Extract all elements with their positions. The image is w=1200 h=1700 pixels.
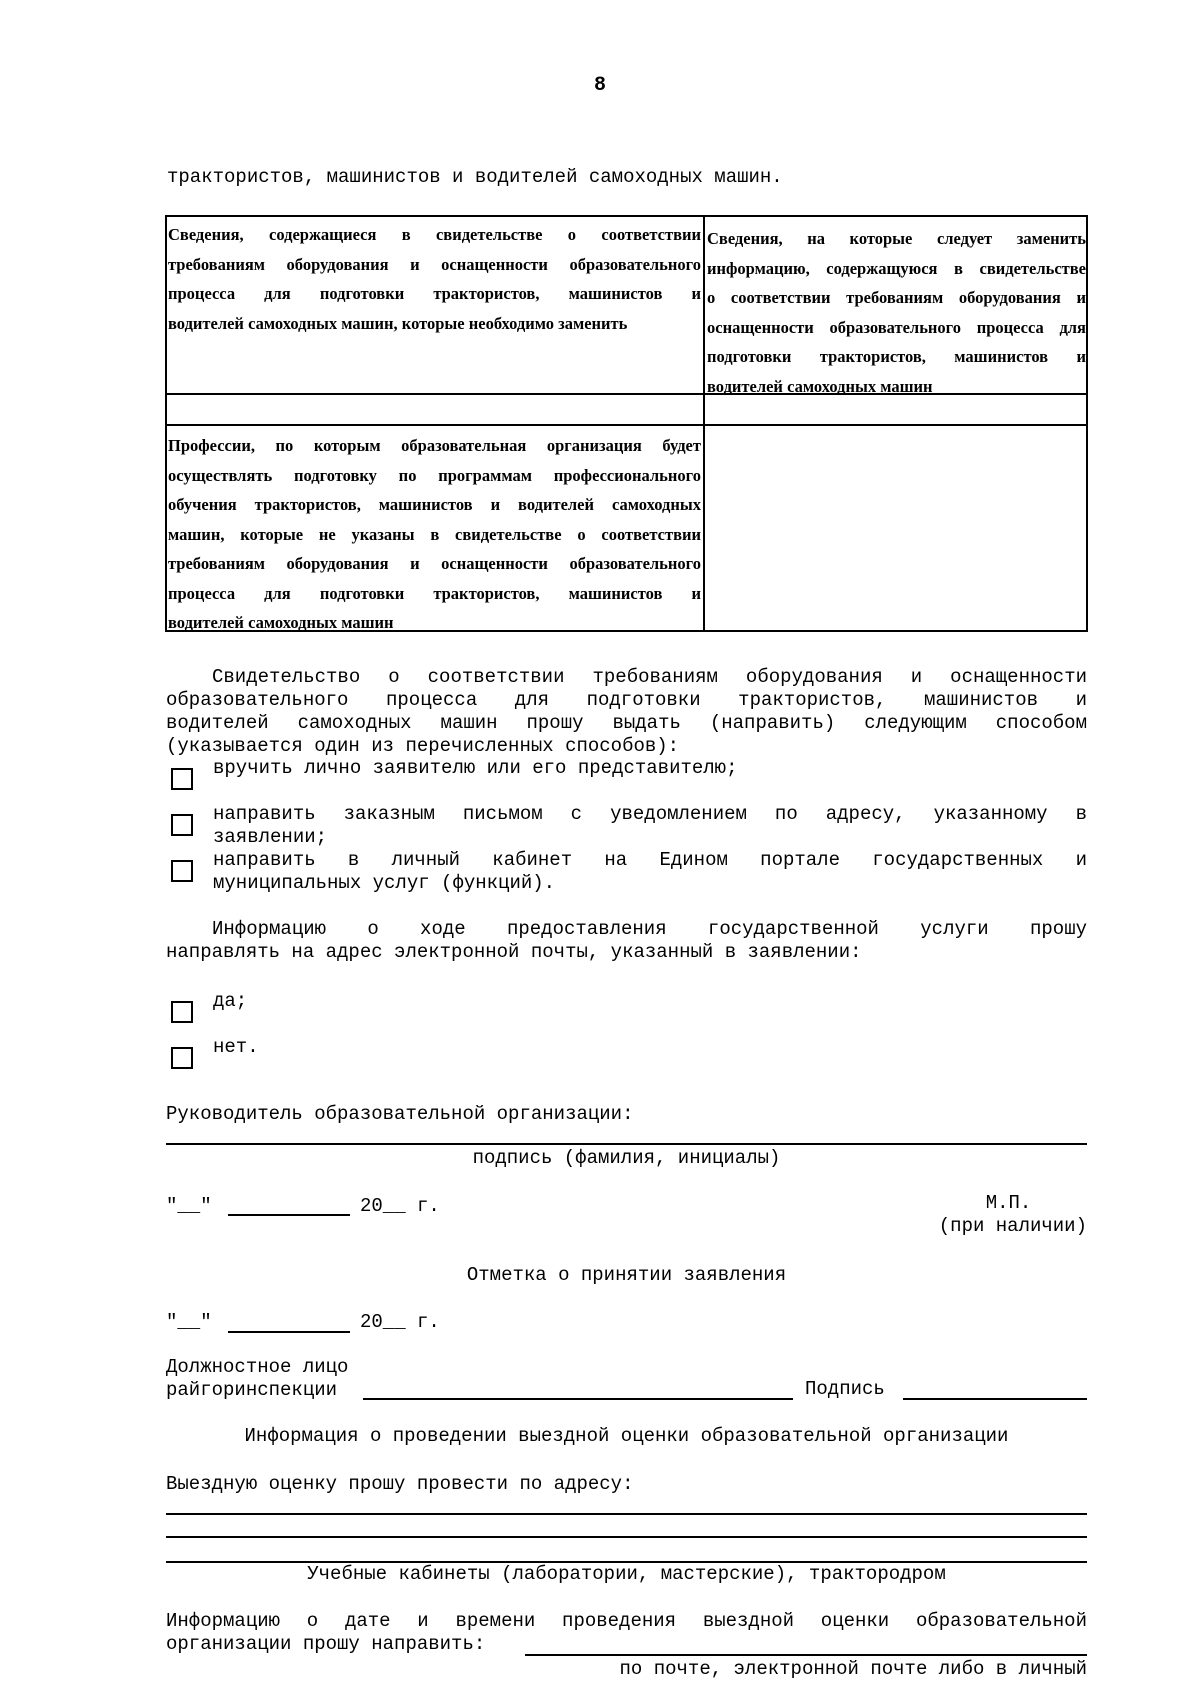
signature-label: Подпись [805, 1378, 885, 1400]
head-label: Руководитель образовательной организации: [166, 1103, 634, 1125]
delivery-option-portal-label [213, 849, 1087, 895]
table-text-line: Профессии, по которым образовательная организация будет [168, 436, 701, 455]
table-text-line: водителей самоходных машин [707, 376, 933, 396]
visit-address-line[interactable] [166, 1513, 1087, 1515]
option-line: направить заказным письмом с уведомлением по адресу, указанному в [213, 803, 1087, 825]
visit-info-line: организации прошу направить: [166, 1633, 486, 1655]
table-text-line: Сведения, содержащиеся в свидетельстве о соответствии [168, 225, 701, 244]
date-month-line[interactable] [228, 1214, 350, 1216]
delivery-option-portal-checkbox[interactable] [171, 860, 193, 882]
table-text-line: о соответствии требованиям оборудования и [707, 288, 1086, 307]
paragraph-line: Свидетельство о соответствии требованиям оборудования и оснащенности [212, 666, 1087, 688]
table-text-line: водителей самоходных машин [168, 613, 394, 632]
paragraph-line: водителей самоходных машин прошу выдать (направить) следующим способом [166, 712, 1087, 734]
head-signature-line[interactable] [166, 1143, 1087, 1145]
table-text-line: процесса для подготовки трактористов, машинистов и [168, 583, 701, 603]
visit-info-method-line[interactable] [525, 1654, 1087, 1656]
email-yes-checkbox[interactable] [171, 1001, 193, 1023]
table-row-divider [165, 424, 1088, 426]
continuation-text: трактористов, машинистов и водителей самоходных машин. [167, 166, 783, 188]
delivery-option-personal-label [213, 757, 1087, 780]
email-paragraph [166, 918, 1087, 964]
delivery-option-mail-label [213, 803, 1087, 849]
acceptance-title: Отметка о принятии заявления [466, 1264, 787, 1286]
visit-address-line[interactable] [166, 1536, 1087, 1538]
email-no-label: нет. [213, 1036, 259, 1058]
option-line: муниципальных услуг (функций). [213, 872, 556, 894]
official-label [166, 1356, 348, 1402]
table-text-line: осуществлять подготовку по программам профессионального [168, 465, 701, 485]
table-text-line: требованиям оборудования и оснащенности образовательного [168, 554, 701, 573]
delivery-option-personal-checkbox[interactable] [171, 768, 193, 790]
page-number: 8 [593, 74, 606, 97]
visit-info-line: Информацию о дате и времени проведения выездной оценки образовательной [166, 1610, 1087, 1632]
official-signature-line[interactable] [903, 1398, 1087, 1400]
delivery-option-mail-checkbox[interactable] [171, 814, 193, 836]
paragraph-line: образовательного процесса для подготовки трактористов, машинистов и [166, 689, 1087, 711]
visit-address-label: Выездную оценку прошу провести по адресу: [166, 1473, 634, 1495]
table-text-line: процесса для подготовки трактористов, машинистов и [168, 284, 701, 303]
signature-caption: подпись (фамилия, инициалы) [472, 1147, 781, 1169]
acceptance-date-day: "__" [166, 1311, 212, 1333]
table-header-right [705, 224, 1088, 401]
stamp-mark [900, 1192, 1087, 1238]
table-text-line: машин, которые не указаны в свидетельстве о соответствии [168, 524, 701, 544]
table-text-line: требованиям оборудования и оснащенности образовательного [168, 254, 701, 274]
stamp-line: М.П. [985, 1192, 1032, 1214]
option-line: вручить лично заявителю или его представителю; [213, 757, 738, 779]
table-text-line: оснащенности образовательного процесса для [707, 317, 1086, 337]
option-line: заявлении; [213, 826, 328, 848]
paragraph-line: направлять на адрес электронной почты, указанный в заявлении: [166, 941, 862, 963]
table-professions-cell [166, 431, 703, 638]
table-header-left [166, 220, 703, 338]
email-no-checkbox[interactable] [171, 1047, 193, 1069]
acceptance-date-year: 20__ г. [360, 1311, 440, 1333]
table-text-line: обучения трактористов, машинистов и водителей самоходных [168, 495, 701, 514]
table-text-line: водителей самоходных машин, которые необходимо заменить [168, 313, 628, 333]
issue-paragraph [166, 666, 1087, 758]
option-line: направить в личный кабинет на Едином портале государственных и [213, 849, 1087, 871]
table-text-line: подготовки трактористов, машинистов и [707, 347, 1086, 366]
acceptance-date-month-line[interactable] [228, 1331, 350, 1333]
visit-info-caption: по почте, электронной почте либо в личный [619, 1658, 1087, 1680]
paragraph-line: Информацию о ходе предоставления государственной услуги прошу [212, 918, 1087, 940]
date-year: 20__ г. [360, 1195, 440, 1217]
visit-title: Информация о проведении выездной оценки образовательной организации [244, 1425, 1009, 1447]
table-text-line: информацию, содержащуюся в свидетельстве [707, 258, 1086, 278]
email-yes-label: да; [213, 990, 248, 1012]
stamp-line: (при наличии) [938, 1215, 1087, 1237]
date-day: "__" [166, 1195, 212, 1217]
official-line: Должностное лицо [166, 1356, 349, 1378]
official-line: райгоринспекции [166, 1379, 338, 1401]
rooms-caption: Учебные кабинеты (лаборатории, мастерские), трактородром [307, 1563, 946, 1585]
official-name-line[interactable] [363, 1398, 793, 1400]
table-text-line: Сведения, на которые следует заменить [707, 229, 1086, 248]
paragraph-line: (указывается один из перечисленных способов): [166, 735, 680, 757]
